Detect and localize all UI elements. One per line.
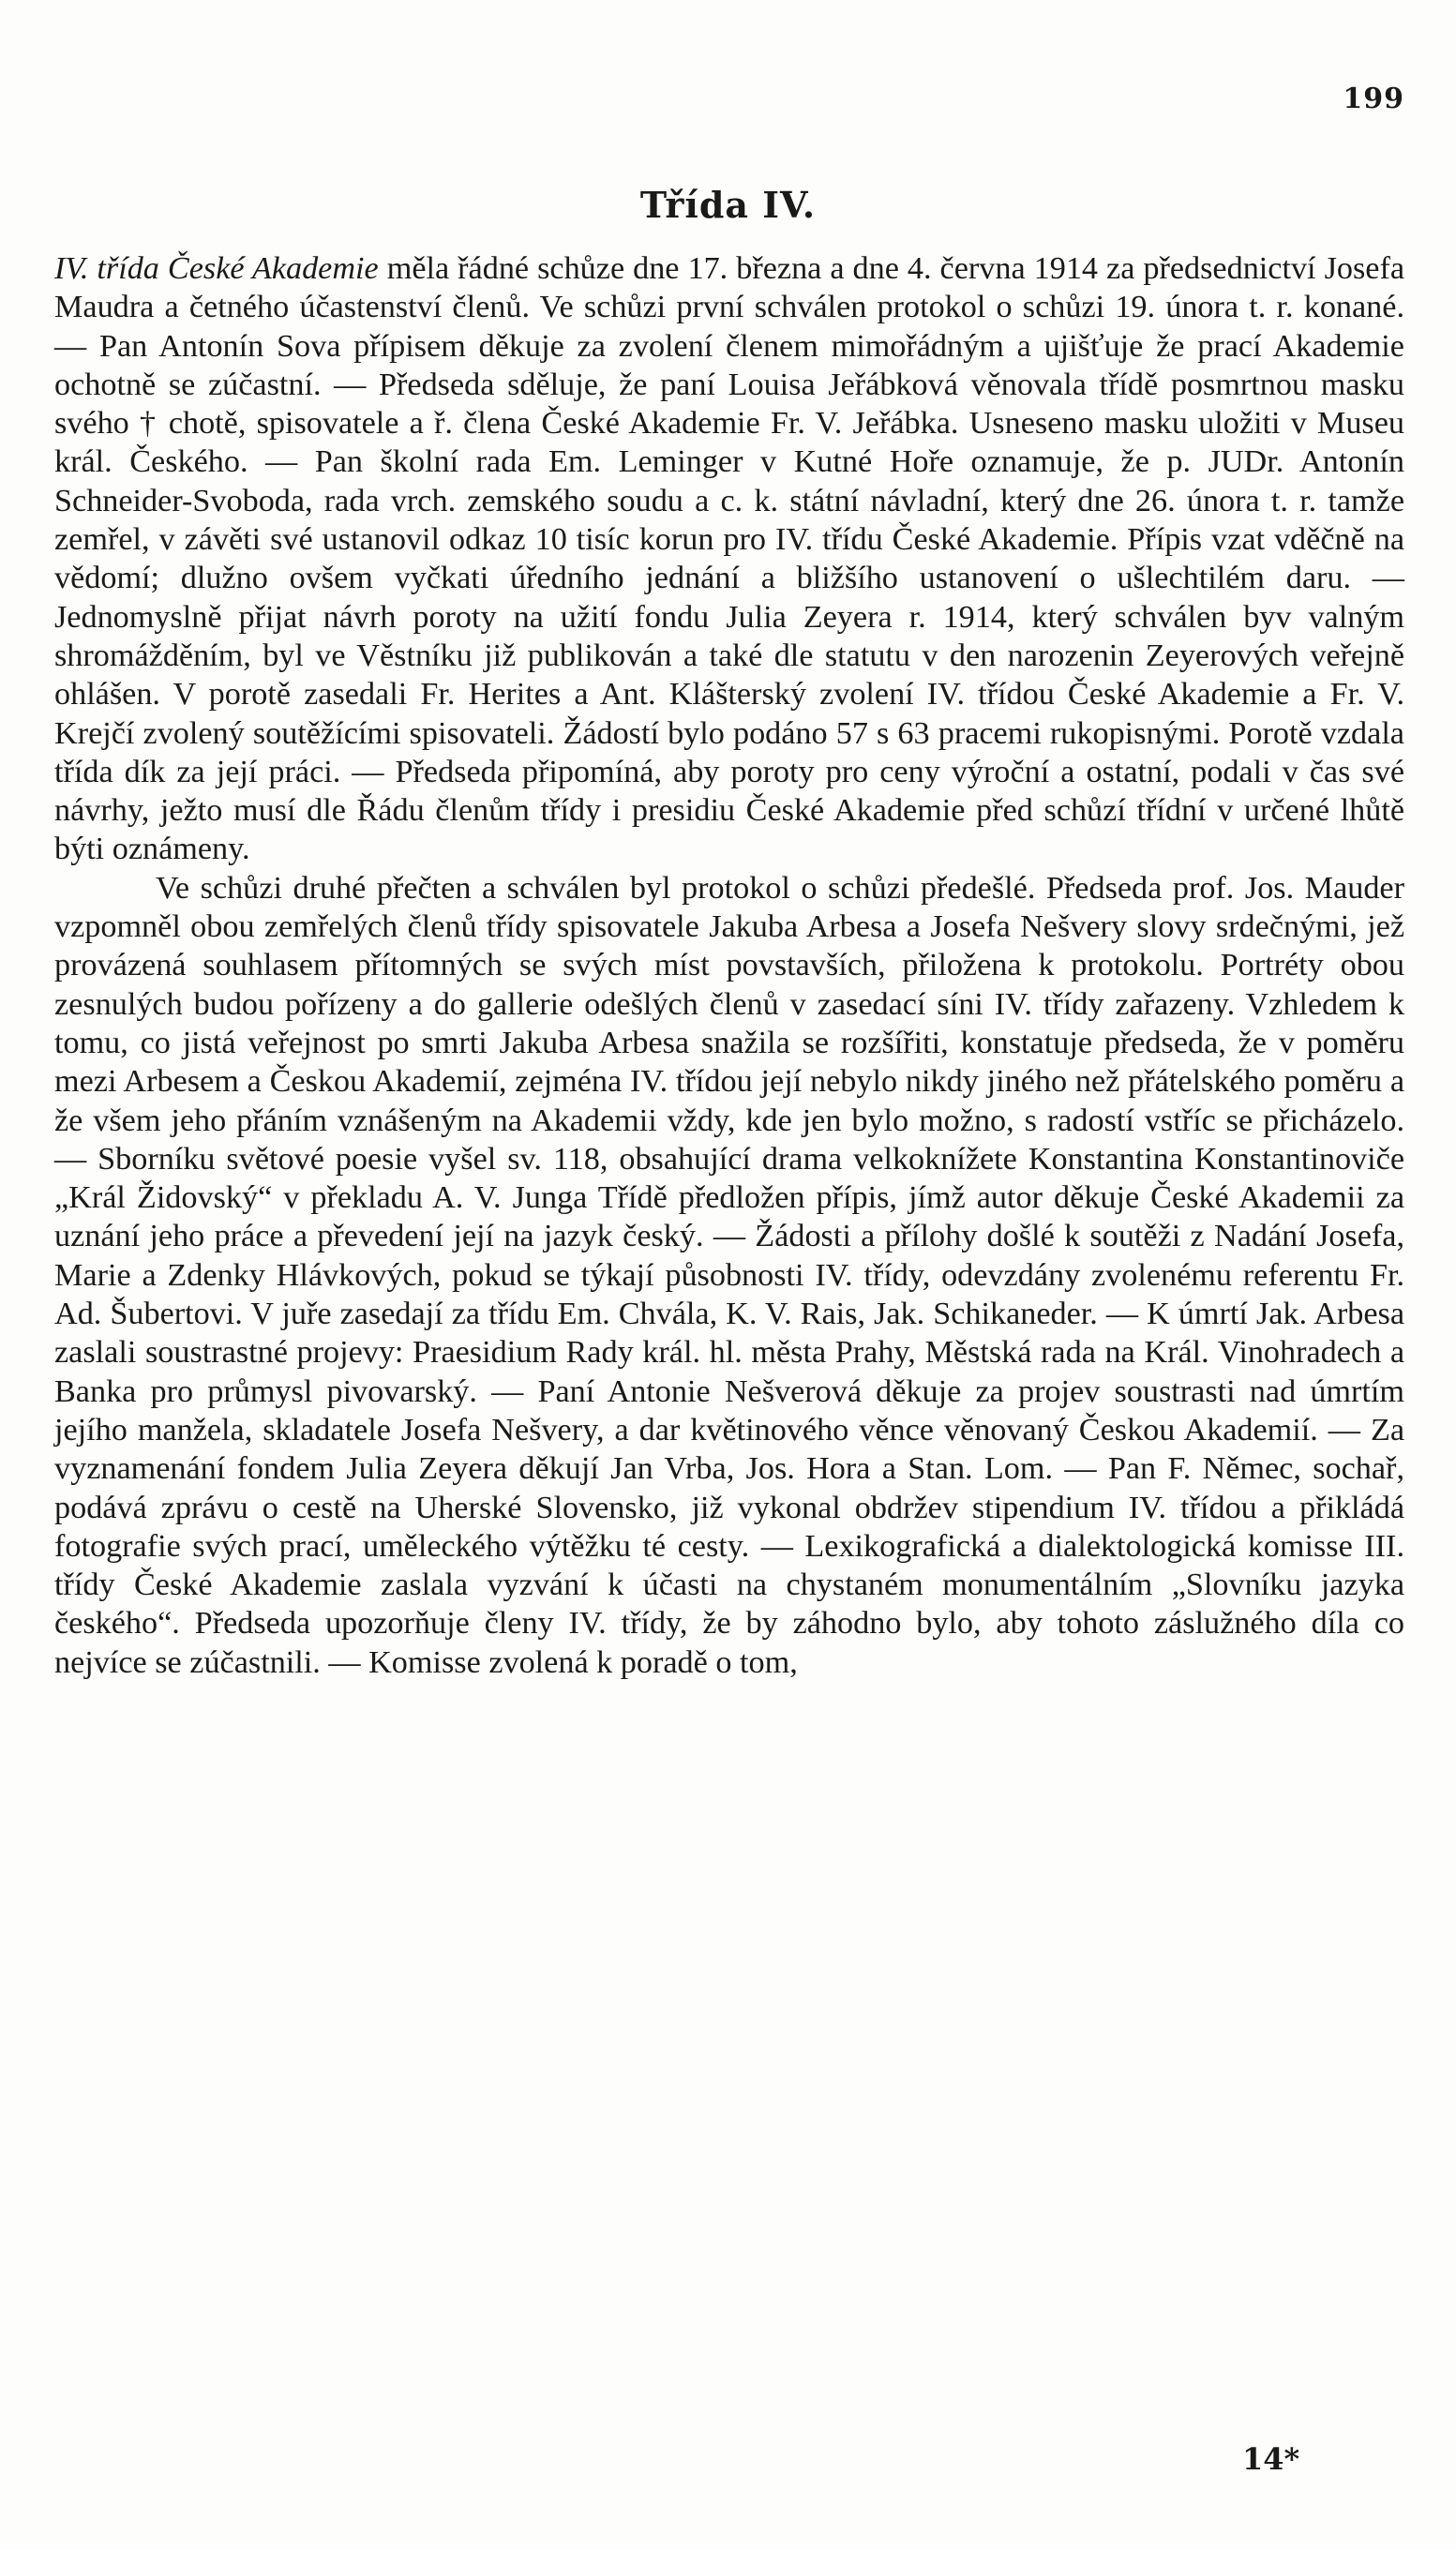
paragraph-2: Ve schůzi druhé přečten a schválen byl protokol o schůzi předešlé. Předseda prof. Jos. Mauder vzpomněl obou zemřelých členů třídy spisovatele Jakuba Arbesa a Josefa Nešvery slovy srdečnými, jež provázená souhlasem přítomných se svých míst povstavších, přiložena k protokolu. Portréty obou zesnulých budou pořízeny a do gallerie odešlých členů v zasedací síni IV. třídy zařazeny. Vzhledem k tomu, co jistá veřejnost po smrti Jakuba Arbesa snažila se rozšířiti, konstatuje předseda, že v poměru mezi Arbesem a Českou Akademií, zejména IV. třídou její nebylo nikdy jiného než přátelského poměru a že všem jeho přáním vznášeným na Akademii vždy, kde jen bylo možno, s radostí vstříc se přicházelo. — Sborníku světové poesie vyšel sv. 118, obsahující drama velkoknížete Konstantina Konstantinoviče „Král Židovský“ v překladu A. V. Junga Třídě předložen přípis, jímž autor děkuje České Akademii za uznání jeho práce a převedení její na jazyk český. — Žádosti a přílohy došlé k soutěži z Nadání Josefa, Marie a Zdenky Hlávkových, pokud se týkají působnosti IV. třídy, odevzdány zvolenému referentu Fr. Ad. Šubertovi. V juře zasedají za třídu Em. Chvála, K. V. Rais, Jak. Schikaneder. — K úmrtí Jak. Arbesa zaslali soustrastné projevy: Praesidium Rady král. hl. města Prahy, Městská rada na Král. Vinohradech a Banka pro průmysl pivovarský. — Paní Antonie Nešverová děkuje za projev soustrasti nad úmrtím jejího manžela, skladatele Josefa Nešvery, a dar květinového věnce věnovaný Českou Akademií. — Za vyznamenání fondem Julia Zeyera děkují Jan Vrba, Jos. Hora a Stan. Lom. — Pan F. Němec, sochař, podává zprávu o cestě na Uherské Slovensko, již vykonal obdržev stipendium IV. třídou a přikládá fotografie svých prací, uměleckého výtěžku té cesty. — Lexikografická a dialektologická komisse III. třídy České Akademie zaslala vyzvání k účasti na chystaném monumentálním „Slovníku jazyka českého“. Předseda upozorňuje členy IV. třídy, že by záhodno bylo, aby tohoto záslužného díla co nejvíce se zúčastnili. — Komisse zvolená k poradě o tom, (54, 870, 1404, 1680)
page-number: 199 (1343, 82, 1404, 115)
paragraph-1-lead: IV. třída České Akademie (54, 251, 379, 286)
body-text (54, 249, 1404, 1682)
section-heading: Třída IV. (639, 184, 817, 226)
paragraph-1-text: měla řádné schůze dne 17. března a dne 4. června 1914 za předsednictví Josefa Maudra a četného účastenství členů. Ve schůzi první schválen protokol o schůzi 19. února t. r. konané. — Pan Antonín Sova přípisem děkuje za zvolení členem mimořádným a ujišťuje že prací Akademie ochotně se zúčastní. — Předseda sděluje, že paní Louisa Jeřábková věnovala třídě posmrtnou masku svého † chotě, spisovatele a ř. člena České Akademie Fr. V. Jeřábka. Usneseno masku uložiti v Museu král. Českého. — Pan školní rada Em. Leminger v Kutné Hoře oznamuje, že p. JUDr. Antonín Schneider-Svoboda, rada vrch. zemského soudu a c. k. státní návladní, který dne 26. února t. r. tamže zemřel, v závěti své ustanovil odkaz 10 tisíc korun pro IV. třídu České Akademie. Přípis vzat vděčně na vědomí; dlužno ovšem vyčkati úředního jednání a bližšího ustanovení o ušlechtilém daru. — Jednomyslně přijat návrh poroty na užití fondu Julia Zeyera r. 1914, který schválen byv valným shromážděním, byl ve Věstníku již publikován a také dle statutu v den narozenin Zeyerových veřejně ohlášen. V porotě zasedali Fr. Herites a Ant. Klášterský zvolení IV. třídou České Akademie a Fr. V. Krejčí zvolený soutěžícími spisovateli. Žádostí bylo podáno 57 s 63 pracemi rukopisnými. Porotě vzdala třída dík za její práci. — Předseda připomíná, aby poroty pro ceny výroční a ostatní, podali v čas své návrhy, ježto musí dle Řádu členům třídy i presidiu České Akademie před schůzí třídní v určené lhůtě býti oznámeny. (54, 251, 1405, 867)
printer-signature-mark: 14* (1242, 2441, 1300, 2477)
paragraph-1 (54, 249, 1404, 869)
